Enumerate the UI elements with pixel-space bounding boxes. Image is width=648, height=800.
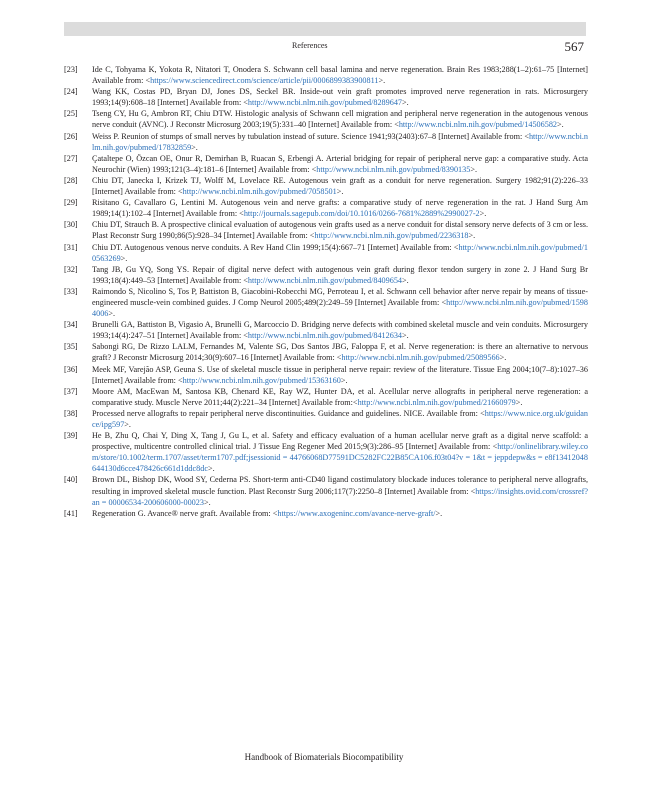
reference-item <box>64 408 588 430</box>
reference-link[interactable]: https://www.nice.org.uk/guidance/ipg597 <box>92 408 588 429</box>
reference-number: [39] <box>64 431 78 441</box>
reference-list <box>64 64 588 519</box>
reference-text: Regeneration G. Avance® nerve graft. Available from: < <box>92 508 278 518</box>
reference-tail: >. <box>402 331 409 341</box>
reference-link[interactable]: http://www.ncbi.nlm.nih.gov/pubmed/17832859 <box>92 131 588 152</box>
reference-tail: >. <box>402 275 409 285</box>
reference-link[interactable]: http://www.ncbi.nlm.nih.gov/pubmed/8289647 <box>247 98 403 108</box>
reference-link[interactable]: http://www.ncbi.nlm.nih.gov/pubmed/15363160 <box>182 375 341 385</box>
reference-number: [28] <box>64 175 78 185</box>
reference-tail: >. <box>203 497 211 507</box>
reference-item <box>64 86 588 108</box>
reference-number: [26] <box>64 131 78 141</box>
reference-item <box>64 386 588 408</box>
reference-text: Çataltepe O, Özcan OE, Onur R, Demirhan B, Ruacan S, Erbengi A. Arterial bridging for repair of peripheral nerve gap: a comparative study. Acta Neurochir (Wien) 1993;121(3–4):181–6 [Internet] Available from: < <box>92 153 588 174</box>
reference-link[interactable]: http://www.ncbi.nlm.nih.gov/pubmed/15984006 <box>92 297 588 319</box>
reference-text: Meek MF, Varejão ASP, Geuna S. Use of skeletal muscle tissue in peripheral nerve repair: review of the literature. Tissue Eng 2004;10(7–8):1027–36 [Internet] Available from: < <box>92 364 588 385</box>
reference-item <box>64 319 588 341</box>
reference-link[interactable]: http://www.ncbi.nlm.nih.gov/pubmed/14506582 <box>398 120 558 130</box>
reference-tail: >. <box>515 397 523 407</box>
reference-text: Chiu DT, Strauch B. A prospective clinical evaluation of autogenous vein grafts used as a nerve conduit for distal sensory nerve defects of 3 cm or less. Plast Reconstr Surg 1990;86(5):928–34 [Internet] Available from: < <box>92 220 588 241</box>
reference-tail: >. <box>468 231 476 241</box>
reference-item <box>64 153 588 175</box>
reference-text: Tang JB, Gu YQ, Song YS. Repair of digital nerve defect with autogenous vein graft during flexor tendon surgery in zone 2. J Hand Surg Br 1993;18(4):449–53 [Internet] Available from: < <box>92 264 588 285</box>
reference-item <box>64 242 588 264</box>
reference-number: [31] <box>64 242 78 252</box>
reference-tail: >. <box>479 209 487 219</box>
reference-item <box>64 264 588 286</box>
reference-number: [30] <box>64 220 78 230</box>
reference-number: [34] <box>64 320 78 330</box>
reference-link[interactable]: http://www.ncbi.nlm.nih.gov/pubmed/25089566 <box>341 353 500 363</box>
reference-link[interactable]: http://www.ncbi.nlm.nih.gov/pubmed/10563269 <box>92 242 588 263</box>
reference-link[interactable]: http://journals.sagepub.com/doi/10.1016/0266-7681%2889%2990027-2 <box>243 209 480 219</box>
reference-text: Chiu DT, Janecka I, Krizek TJ, Wolff M, Lovelace RE. Autogenous vein graft as a conduit for nerve regeneration. Surgery 1982;91(2):226–33 [Internet] Available from: < <box>92 175 588 197</box>
reference-item <box>64 131 588 153</box>
reference-link[interactable]: http://www.ncbi.nlm.nih.gov/pubmed/8409654 <box>247 275 403 285</box>
reference-text: Chiu DT. Autogenous venous nerve conduits. A Rev Hand Clin 1999;15(4):667–71 [Internet] Available from: < <box>92 242 459 252</box>
reference-tail: >. <box>340 375 348 385</box>
reference-number: [41] <box>64 508 78 518</box>
reference-tail: >. <box>378 76 386 86</box>
reference-number: [29] <box>64 198 78 208</box>
header-band <box>64 22 586 36</box>
reference-item <box>64 364 588 386</box>
reference-tail: >. <box>108 309 116 319</box>
reference-link[interactable]: http://www.ncbi.nlm.nih.gov/pubmed/8390135 <box>316 164 471 174</box>
running-header <box>64 40 586 56</box>
reference-link[interactable]: http://www.ncbi.nlm.nih.gov/pubmed/7058501 <box>182 187 337 197</box>
reference-number: [38] <box>64 408 78 418</box>
reference-text: Ide C, Tohyama K, Yokota R, Nitatori T, Onodera S. Schwann cell basal lamina and nerve regeneration. Brain Res 1983;288(1–2):61–75 [Internet] Available from: < <box>92 65 588 86</box>
reference-item <box>64 175 588 197</box>
reference-text: Sabongi RG, De Rizzo LALM, Fernandes M, Valente SG, Dos Santos JBG, Faloppa F, et al. Nerve regeneration: is there an alternative to nervous graft? J Reconstr Microsurg 2014;30(9):607–16 [Internet] Available from: < <box>92 342 588 363</box>
reference-text: Brown DL, Bishop DK, Wood SY, Cederna PS. Short-term anti-CD40 ligand costimulatory blockade induces tolerance to peripheral nerve allografts, resulting in improved skeletal muscle function. Plast Reconstr Surg 2006;117(7):2250–8 [Internet] Available from: < <box>92 475 588 496</box>
reference-number: [36] <box>64 364 78 374</box>
reference-tail: >. <box>402 98 409 108</box>
reference-number: [32] <box>64 264 78 274</box>
reference-item <box>64 474 588 507</box>
reference-link[interactable]: http://onlinelibrary.wiley.com/store/10.1002/term.1707/asset/term1707.pdf;jsessionid = 44766068D77591DC5282FC22B85CA106.f03t04?v = 1&t = jeppdepw&s = e8f13412048644130d6cce478426c661d1ddc8dc <box>92 442 588 474</box>
reference-tail: >. <box>207 464 215 474</box>
reference-item <box>64 64 588 86</box>
reference-number: [33] <box>64 286 78 296</box>
reference-item <box>64 286 588 319</box>
reference-item <box>64 430 588 474</box>
reference-number: [35] <box>64 342 78 352</box>
reference-text: Processed nerve allografts to repair peripheral nerve discontinuities. Guidance and guidelines. NICE. Available from: < <box>92 408 485 418</box>
reference-link[interactable]: http://www.ncbi.nlm.nih.gov/pubmed/2236318 <box>314 231 469 241</box>
reference-item <box>64 508 588 519</box>
reference-text: He B, Zhu Q, Chai Y, Ding X, Tang J, Gu L, et al. Safety and efficacy evaluation of a human acellular nerve graft as a digital nerve scaffold: a prospective, multicentre controlled clinical trial. J Tissue Eng Regener Med 2015;9(3):286–95 [Internet] Available from: < <box>92 431 588 452</box>
reference-item <box>64 341 588 363</box>
reference-tail: >. <box>124 420 131 429</box>
reference-item <box>64 108 588 130</box>
reference-tail: >. <box>336 187 344 197</box>
reference-link[interactable]: https://insights.ovid.com/crossref?an = 00006534-200606000-00023 <box>92 486 588 507</box>
reference-link[interactable]: https://www.sciencedirect.com/science/article/pii/0006899383900811 <box>150 76 379 86</box>
reference-text: Weiss P. Reunion of stumps of small nerves by tubulation instead of suture. Science 1941;93(2403):67–8 [Internet] Available from: < <box>92 131 529 141</box>
page-number: 567 <box>564 39 584 54</box>
reference-number: [40] <box>64 475 78 485</box>
reference-tail: >. <box>557 120 564 130</box>
reference-tail: >. <box>499 353 507 363</box>
reference-number: [27] <box>64 153 78 163</box>
reference-number: [24] <box>64 87 78 97</box>
footer-book-title: Handbook of Biomaterials Biocompatibility <box>244 752 404 762</box>
reference-number: [37] <box>64 386 78 396</box>
reference-tail: >. <box>435 508 443 518</box>
running-title: References <box>292 41 328 50</box>
reference-text: Tseng CY, Hu G, Ambron RT, Chiu DTW. Histologic analysis of Schwann cell migration and peripheral nerve regeneration in the autogenous venous nerve conduit (AVNC). J Reconstr Microsurg 2003;19(5):331–40 [Internet] Available from: < <box>92 109 588 130</box>
reference-link[interactable]: http://www.ncbi.nlm.nih.gov/pubmed/8412634 <box>247 331 403 341</box>
reference-item <box>64 197 588 219</box>
reference-tail: >. <box>191 142 198 152</box>
reference-text: Raimondo S, Nicolino S, Tos P, Battiston B, Giacobini-Robecchi MG, Perroteau I, et al. Schwann cell behavior after nerve repair by means of tissue-engineered muscle-vein combined guides. J Comp Neurol 2005;489(2):249–59 [Internet] Available from: < <box>92 286 588 307</box>
reference-link[interactable]: http://www.ncbi.nlm.nih.gov/pubmed/21660979 <box>357 397 516 407</box>
reference-tail: >. <box>120 253 128 263</box>
reference-text: Moore AM, MacEwan M, Santosa KB, Chenard KE, Ray WZ, Hunter DA, et al. Acellular nerve allografts in peripheral nerve regeneration: a comparative study. Muscle Nerve 2011;44(2):221–34 [Internet] Available from:< <box>92 386 588 407</box>
reference-item <box>64 219 588 241</box>
reference-number: [23] <box>64 65 78 74</box>
reference-text: Wang KK, Costas PD, Bryan DJ, Jones DS, Seckel BR. Inside-out vein graft promotes improved nerve regeneration in rats. Microsurgery 1993;14(9):608–18 [Internet] Available from: < <box>92 87 588 108</box>
reference-tail: >. <box>470 164 478 174</box>
reference-text: Risitano G, Cavallaro G, Lentini M. Autogenous vein and nerve grafts: a comparative study of nerve regeneration in the rat. J Hand Surg Am 1989;14(1):102–4 [Internet] Available from: < <box>92 198 588 219</box>
reference-text: Brunelli GA, Battiston B, Vigasio A, Brunelli G, Marcoccio D. Bridging nerve defects with combined skeletal muscle and vein conduits. Microsurgery 1993;14(4):247–51 [Internet] Available from: < <box>92 320 588 341</box>
reference-link[interactable]: https://www.axogeninc.com/avance-nerve-graft/ <box>277 508 436 518</box>
reference-number: [25] <box>64 109 78 119</box>
